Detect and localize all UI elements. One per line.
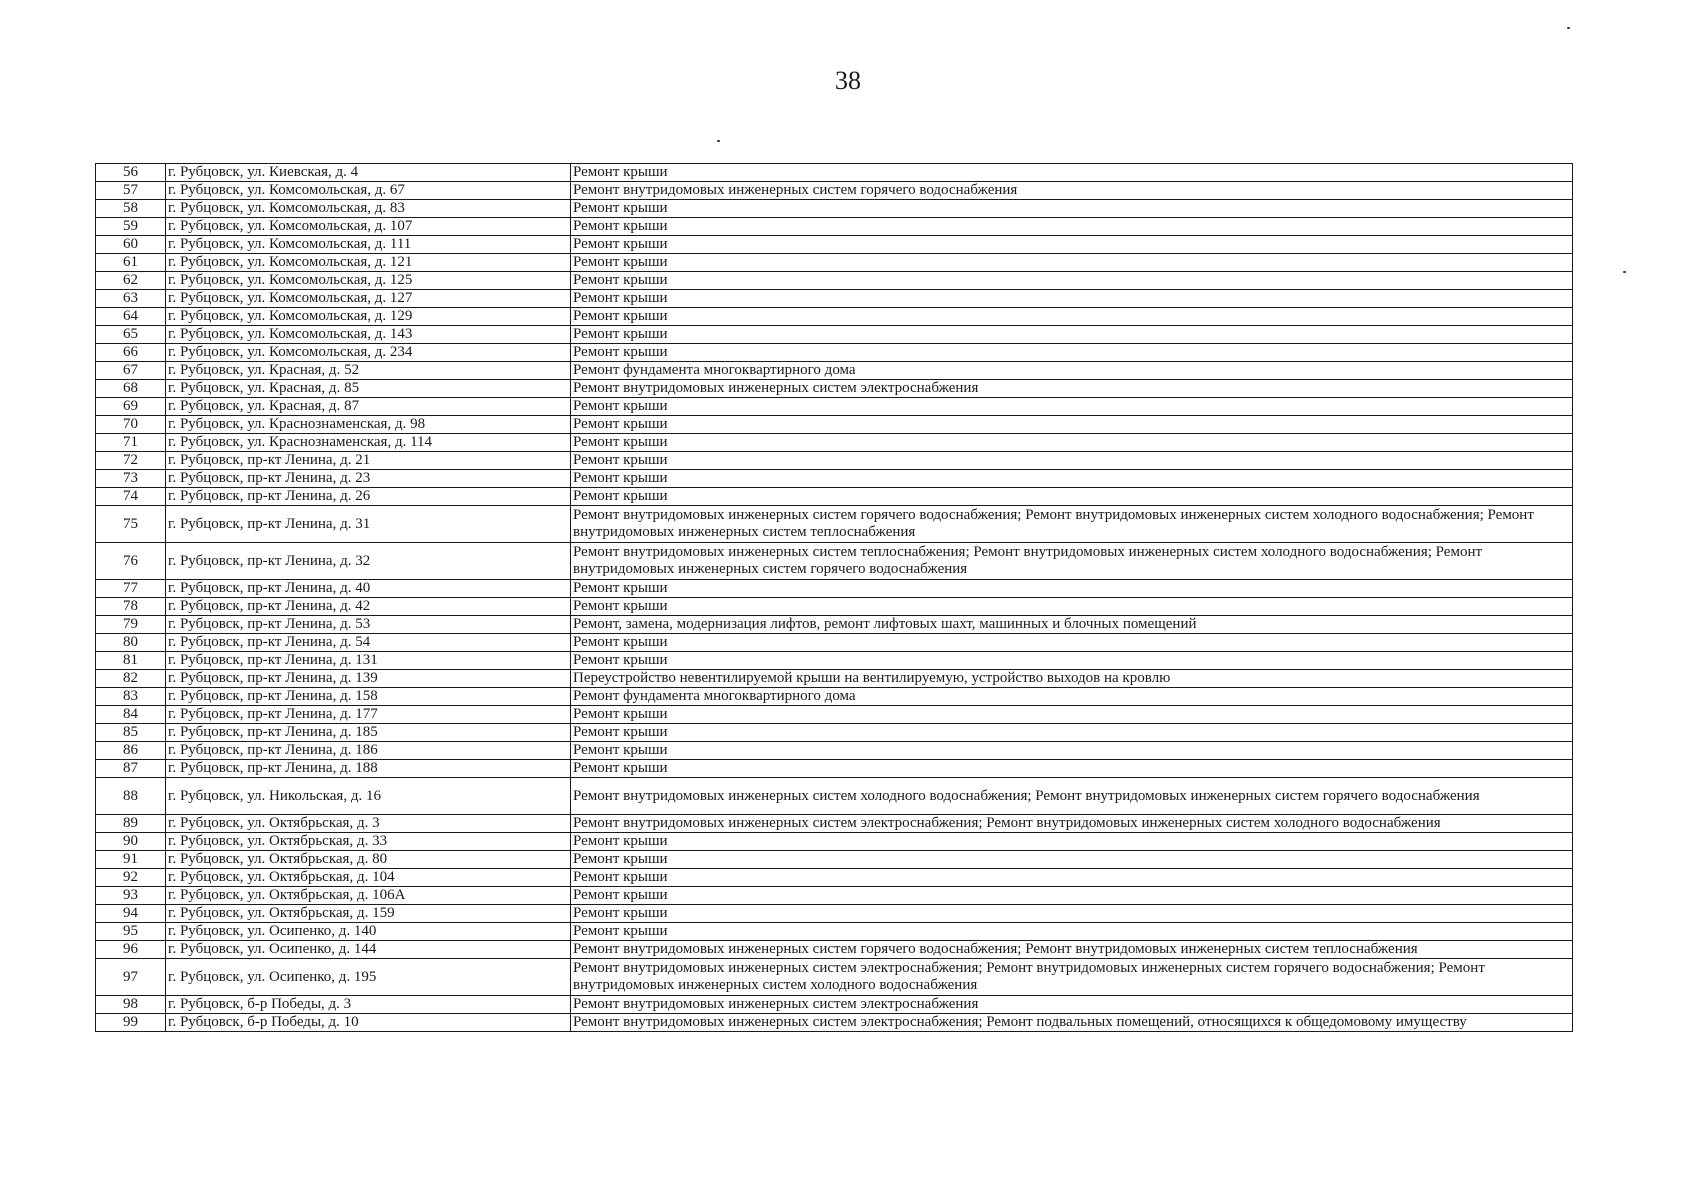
row-number-cell: 77 xyxy=(96,580,166,598)
row-number-cell: 93 xyxy=(96,887,166,905)
work-type-cell: Ремонт крыши xyxy=(571,724,1573,742)
table-row xyxy=(96,452,1573,470)
row-number-cell: 57 xyxy=(96,182,166,200)
work-type-cell: Ремонт крыши xyxy=(571,416,1573,434)
address-cell: г. Рубцовск, пр-кт Ленина, д. 54 xyxy=(166,634,571,652)
row-number-cell: 96 xyxy=(96,941,166,959)
address-cell: г. Рубцовск, ул. Комсомольская, д. 107 xyxy=(166,218,571,236)
row-number-cell: 78 xyxy=(96,598,166,616)
address-cell: г. Рубцовск, ул. Киевская, д. 4 xyxy=(166,164,571,182)
table-row xyxy=(96,218,1573,236)
table-row xyxy=(96,742,1573,760)
row-number-cell: 83 xyxy=(96,688,166,706)
row-number-cell: 81 xyxy=(96,652,166,670)
works-table-body xyxy=(96,164,1573,1032)
address-cell: г. Рубцовск, пр-кт Ленина, д. 188 xyxy=(166,760,571,778)
work-type-cell: Ремонт крыши xyxy=(571,272,1573,290)
address-cell: г. Рубцовск, ул. Октябрьская, д. 106А xyxy=(166,887,571,905)
work-type-cell: Ремонт крыши xyxy=(571,634,1573,652)
address-cell: г. Рубцовск, пр-кт Ленина, д. 177 xyxy=(166,706,571,724)
table-row xyxy=(96,326,1573,344)
work-type-cell: Ремонт крыши xyxy=(571,344,1573,362)
scan-speck xyxy=(717,140,720,142)
table-row xyxy=(96,634,1573,652)
row-number-cell: 60 xyxy=(96,236,166,254)
address-cell: г. Рубцовск, ул. Комсомольская, д. 234 xyxy=(166,344,571,362)
row-number-cell: 99 xyxy=(96,1014,166,1032)
address-cell: г. Рубцовск, пр-кт Ленина, д. 131 xyxy=(166,652,571,670)
work-type-cell: Ремонт крыши xyxy=(571,254,1573,272)
address-cell: г. Рубцовск, б-р Победы, д. 10 xyxy=(166,1014,571,1032)
row-number-cell: 79 xyxy=(96,616,166,634)
address-cell: г. Рубцовск, ул. Красная, д. 52 xyxy=(166,362,571,380)
table-row xyxy=(96,236,1573,254)
work-type-cell: Ремонт крыши xyxy=(571,833,1573,851)
address-cell: г. Рубцовск, ул. Осипенко, д. 195 xyxy=(166,959,571,996)
work-type-cell: Ремонт крыши xyxy=(571,742,1573,760)
address-cell: г. Рубцовск, ул. Комсомольская, д. 129 xyxy=(166,308,571,326)
address-cell: г. Рубцовск, пр-кт Ленина, д. 185 xyxy=(166,724,571,742)
work-type-cell: Ремонт внутридомовых инженерных систем горячего водоснабжения; Ремонт внутридомовых инженерных систем теплоснабжения xyxy=(571,941,1573,959)
address-cell: г. Рубцовск, пр-кт Ленина, д. 21 xyxy=(166,452,571,470)
row-number-cell: 64 xyxy=(96,308,166,326)
row-number-cell: 71 xyxy=(96,434,166,452)
row-number-cell: 86 xyxy=(96,742,166,760)
address-cell: г. Рубцовск, ул. Комсомольская, д. 67 xyxy=(166,182,571,200)
address-cell: г. Рубцовск, пр-кт Ленина, д. 26 xyxy=(166,488,571,506)
row-number-cell: 95 xyxy=(96,923,166,941)
work-type-cell: Ремонт крыши xyxy=(571,290,1573,308)
row-number-cell: 61 xyxy=(96,254,166,272)
row-number-cell: 84 xyxy=(96,706,166,724)
address-cell: г. Рубцовск, ул. Краснознаменская, д. 98 xyxy=(166,416,571,434)
table-row xyxy=(96,272,1573,290)
work-type-cell: Ремонт крыши xyxy=(571,706,1573,724)
work-type-cell: Ремонт внутридомовых инженерных систем теплоснабжения; Ремонт внутридомовых инженерных систем холодного водоснабжения; Ремонт внутридомовых инженерных систем горячего водоснабжения xyxy=(571,543,1573,580)
row-number-cell: 85 xyxy=(96,724,166,742)
address-cell: г. Рубцовск, ул. Комсомольская, д. 127 xyxy=(166,290,571,308)
address-cell: г. Рубцовск, ул. Октябрьская, д. 159 xyxy=(166,905,571,923)
row-number-cell: 90 xyxy=(96,833,166,851)
work-type-cell: Ремонт внутридомовых инженерных систем электроснабжения; Ремонт подвальных помещений, относящихся к общедомовому имуществу xyxy=(571,1014,1573,1032)
table-row xyxy=(96,923,1573,941)
address-cell: г. Рубцовск, ул. Октябрьская, д. 3 xyxy=(166,815,571,833)
table-row xyxy=(96,254,1573,272)
row-number-cell: 98 xyxy=(96,996,166,1014)
table-row xyxy=(96,616,1573,634)
address-cell: г. Рубцовск, пр-кт Ленина, д. 139 xyxy=(166,670,571,688)
address-cell: г. Рубцовск, пр-кт Ленина, д. 53 xyxy=(166,616,571,634)
work-type-cell: Ремонт крыши xyxy=(571,488,1573,506)
address-cell: г. Рубцовск, б-р Победы, д. 3 xyxy=(166,996,571,1014)
address-cell: г. Рубцовск, ул. Комсомольская, д. 125 xyxy=(166,272,571,290)
row-number-cell: 66 xyxy=(96,344,166,362)
table-row xyxy=(96,833,1573,851)
table-row xyxy=(96,959,1573,996)
address-cell: г. Рубцовск, ул. Октябрьская, д. 104 xyxy=(166,869,571,887)
address-cell: г. Рубцовск, пр-кт Ленина, д. 31 xyxy=(166,506,571,543)
works-table xyxy=(95,163,1573,1032)
table-row xyxy=(96,290,1573,308)
row-number-cell: 89 xyxy=(96,815,166,833)
row-number-cell: 88 xyxy=(96,778,166,815)
work-type-cell: Ремонт внутридомовых инженерных систем холодного водоснабжения; Ремонт внутридомовых инженерных систем горячего водоснабжения xyxy=(571,778,1573,815)
row-number-cell: 62 xyxy=(96,272,166,290)
address-cell: г. Рубцовск, пр-кт Ленина, д. 42 xyxy=(166,598,571,616)
row-number-cell: 63 xyxy=(96,290,166,308)
row-number-cell: 65 xyxy=(96,326,166,344)
work-type-cell: Ремонт крыши xyxy=(571,905,1573,923)
row-number-cell: 75 xyxy=(96,506,166,543)
scan-speck xyxy=(1623,271,1626,273)
work-type-cell: Ремонт внутридомовых инженерных систем электроснабжения xyxy=(571,996,1573,1014)
row-number-cell: 69 xyxy=(96,398,166,416)
table-row xyxy=(96,182,1573,200)
work-type-cell: Ремонт крыши xyxy=(571,200,1573,218)
row-number-cell: 91 xyxy=(96,851,166,869)
table-row xyxy=(96,488,1573,506)
table-row xyxy=(96,869,1573,887)
row-number-cell: 80 xyxy=(96,634,166,652)
row-number-cell: 59 xyxy=(96,218,166,236)
address-cell: г. Рубцовск, ул. Комсомольская, д. 83 xyxy=(166,200,571,218)
address-cell: г. Рубцовск, ул. Комсомольская, д. 121 xyxy=(166,254,571,272)
work-type-cell: Ремонт крыши xyxy=(571,851,1573,869)
work-type-cell: Ремонт крыши xyxy=(571,326,1573,344)
table-row xyxy=(96,724,1573,742)
work-type-cell: Ремонт внутридомовых инженерных систем горячего водоснабжения; Ремонт внутридомовых инженерных систем холодного водоснабжения; Ремонт внутридомовых инженерных систем теплоснабжения xyxy=(571,506,1573,543)
table-row xyxy=(96,308,1573,326)
address-cell: г. Рубцовск, ул. Красная, д. 87 xyxy=(166,398,571,416)
address-cell: г. Рубцовск, пр-кт Ленина, д. 158 xyxy=(166,688,571,706)
address-cell: г. Рубцовск, ул. Никольская, д. 16 xyxy=(166,778,571,815)
table-row xyxy=(96,887,1573,905)
work-type-cell: Ремонт, замена, модернизация лифтов, ремонт лифтовых шахт, машинных и блочных помещений xyxy=(571,616,1573,634)
table-row xyxy=(96,706,1573,724)
work-type-cell: Ремонт крыши xyxy=(571,308,1573,326)
table-row xyxy=(96,344,1573,362)
work-type-cell: Ремонт крыши xyxy=(571,760,1573,778)
table-row xyxy=(96,652,1573,670)
address-cell: г. Рубцовск, пр-кт Ленина, д. 23 xyxy=(166,470,571,488)
address-cell: г. Рубцовск, пр-кт Ленина, д. 32 xyxy=(166,543,571,580)
address-cell: г. Рубцовск, ул. Октябрьская, д. 33 xyxy=(166,833,571,851)
address-cell: г. Рубцовск, ул. Комсомольская, д. 111 xyxy=(166,236,571,254)
table-row xyxy=(96,851,1573,869)
row-number-cell: 68 xyxy=(96,380,166,398)
row-number-cell: 94 xyxy=(96,905,166,923)
work-type-cell: Ремонт фундамента многоквартирного дома xyxy=(571,362,1573,380)
table-row xyxy=(96,598,1573,616)
page-number: 38 xyxy=(835,66,861,95)
table-row xyxy=(96,580,1573,598)
table-row xyxy=(96,506,1573,543)
row-number-cell: 97 xyxy=(96,959,166,996)
table-row xyxy=(96,200,1573,218)
table-row xyxy=(96,416,1573,434)
table-row xyxy=(96,470,1573,488)
table-row xyxy=(96,380,1573,398)
row-number-cell: 58 xyxy=(96,200,166,218)
work-type-cell: Ремонт крыши xyxy=(571,434,1573,452)
address-cell: г. Рубцовск, ул. Октябрьская, д. 80 xyxy=(166,851,571,869)
work-type-cell: Ремонт крыши xyxy=(571,598,1573,616)
work-type-cell: Ремонт внутридомовых инженерных систем электроснабжения; Ремонт внутридомовых инженерных систем горячего водоснабжения; Ремонт внутридомовых инженерных систем холодного водоснабжения xyxy=(571,959,1573,996)
row-number-cell: 74 xyxy=(96,488,166,506)
work-type-cell: Ремонт внутридомовых инженерных систем электроснабжения; Ремонт внутридомовых инженерных систем холодного водоснабжения xyxy=(571,815,1573,833)
work-type-cell: Ремонт крыши xyxy=(571,164,1573,182)
table-row xyxy=(96,543,1573,580)
work-type-cell: Ремонт крыши xyxy=(571,452,1573,470)
row-number-cell: 70 xyxy=(96,416,166,434)
table-row xyxy=(96,164,1573,182)
table-row xyxy=(96,688,1573,706)
table-row xyxy=(96,778,1573,815)
work-type-cell: Ремонт крыши xyxy=(571,580,1573,598)
table-row xyxy=(96,1014,1573,1032)
work-type-cell: Ремонт внутридомовых инженерных систем горячего водоснабжения xyxy=(571,182,1573,200)
address-cell: г. Рубцовск, ул. Осипенко, д. 140 xyxy=(166,923,571,941)
row-number-cell: 92 xyxy=(96,869,166,887)
work-type-cell: Ремонт крыши xyxy=(571,470,1573,488)
work-type-cell: Ремонт крыши xyxy=(571,236,1573,254)
address-cell: г. Рубцовск, ул. Красная, д. 85 xyxy=(166,380,571,398)
work-type-cell: Ремонт внутридомовых инженерных систем электроснабжения xyxy=(571,380,1573,398)
work-type-cell: Ремонт крыши xyxy=(571,887,1573,905)
address-cell: г. Рубцовск, пр-кт Ленина, д. 186 xyxy=(166,742,571,760)
table-row xyxy=(96,905,1573,923)
work-type-cell: Ремонт крыши xyxy=(571,218,1573,236)
address-cell: г. Рубцовск, пр-кт Ленина, д. 40 xyxy=(166,580,571,598)
row-number-cell: 73 xyxy=(96,470,166,488)
table-row xyxy=(96,760,1573,778)
table-row xyxy=(96,996,1573,1014)
work-type-cell: Переустройство невентилируемой крыши на вентилируемую, устройство выходов на кровлю xyxy=(571,670,1573,688)
work-type-cell: Ремонт крыши xyxy=(571,923,1573,941)
table-row xyxy=(96,362,1573,380)
address-cell: г. Рубцовск, ул. Осипенко, д. 144 xyxy=(166,941,571,959)
table-row xyxy=(96,941,1573,959)
row-number-cell: 76 xyxy=(96,543,166,580)
address-cell: г. Рубцовск, ул. Краснознаменская, д. 114 xyxy=(166,434,571,452)
row-number-cell: 72 xyxy=(96,452,166,470)
table-row xyxy=(96,398,1573,416)
row-number-cell: 82 xyxy=(96,670,166,688)
table-row xyxy=(96,434,1573,452)
table-row xyxy=(96,670,1573,688)
work-type-cell: Ремонт крыши xyxy=(571,652,1573,670)
row-number-cell: 87 xyxy=(96,760,166,778)
work-type-cell: Ремонт фундамента многоквартирного дома xyxy=(571,688,1573,706)
work-type-cell: Ремонт крыши xyxy=(571,398,1573,416)
row-number-cell: 56 xyxy=(96,164,166,182)
row-number-cell: 67 xyxy=(96,362,166,380)
scan-speck xyxy=(1567,27,1570,29)
table-row xyxy=(96,815,1573,833)
work-type-cell: Ремонт крыши xyxy=(571,869,1573,887)
address-cell: г. Рубцовск, ул. Комсомольская, д. 143 xyxy=(166,326,571,344)
